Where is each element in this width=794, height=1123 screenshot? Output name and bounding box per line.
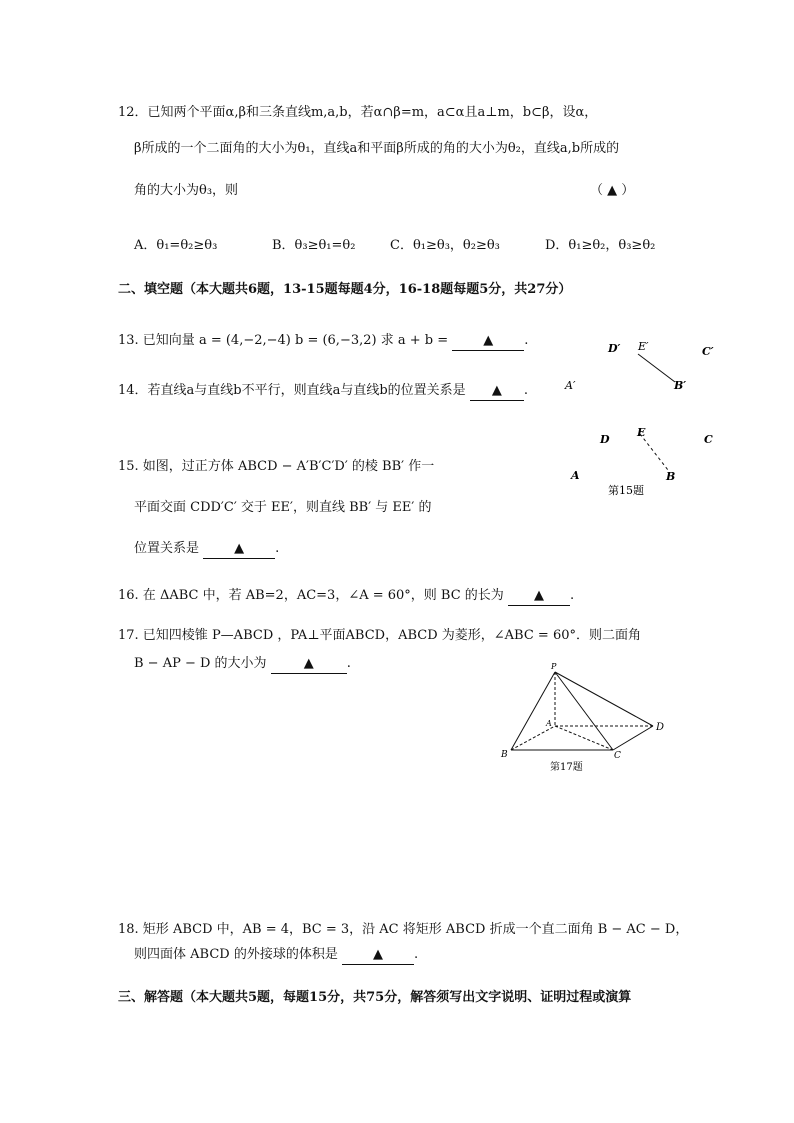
q17-line2-text: B − AP − D 的大小为 xyxy=(134,656,267,671)
section2-title: 二、填空题（本大题共6题，13-15题每题4分，16-18题每题5分，共27分） xyxy=(118,282,572,297)
q15-line1: 15. 如图，过正方体 ABCD − A′B′C′D′ 的棱 BB′ 作一 xyxy=(118,459,435,474)
q15-label-c: C xyxy=(704,433,713,446)
q17-edge-pb xyxy=(511,672,555,750)
q15-label-e: E xyxy=(637,426,646,439)
q12-line3: 角的大小为θ₃，则 xyxy=(134,183,239,198)
q16: 16. 在 ΔABC 中，若 AB=2，AC=3，∠A = 60°，则 BC 的长为 ▲ . xyxy=(118,587,574,606)
q12-option-b: B．θ₃≥θ₁=θ₂ xyxy=(272,238,356,253)
q17-blank: ▲ xyxy=(271,655,347,674)
q12-option-d: D．θ₁≥θ₂，θ₃≥θ₂ xyxy=(545,238,656,253)
q17-label-d: D xyxy=(656,722,665,733)
q12-option-c: C．θ₁≥θ₃，θ₂≥θ₃ xyxy=(390,238,500,253)
q17-label-p: P xyxy=(551,662,557,671)
q17-caption: 第17题 xyxy=(550,762,583,773)
q15-label-a-prime: A′ xyxy=(565,379,576,392)
q14: 14．若直线a与直线b不平行，则直线a与直线b的位置关系是 ▲ . xyxy=(118,382,528,401)
q15-label-d: D xyxy=(600,433,610,446)
q13: 13. 已知向量 a = (4,−2,−4) b = (6,−3,2) 求 a + b = ▲ . xyxy=(118,332,528,351)
q17-label-b: B xyxy=(501,750,508,760)
q12-answer-mark: （ ▲ ） xyxy=(590,183,635,198)
q15-line3-text: 位置关系是 xyxy=(134,541,200,556)
q15-label-a: A xyxy=(571,469,580,482)
q15-line2: 平面交面 CDD′C′ 交于 EE′，则直线 BB′ 与 EE′ 的 xyxy=(134,500,432,515)
q15-line3: 位置关系是 ▲ . xyxy=(134,540,279,559)
q17-label-a: A xyxy=(546,719,552,728)
q15-label-b: B xyxy=(666,470,676,483)
q15-label-e-prime: E′ xyxy=(638,340,649,353)
q16-blank: ▲ xyxy=(508,587,570,606)
q18-line2-text: 则四面体 ABCD 的外接球的体积是 xyxy=(134,947,338,962)
q15-label-d-prime: D′ xyxy=(608,342,621,355)
q15-label-c-prime: C′ xyxy=(702,345,714,358)
q17-figure xyxy=(495,660,685,775)
q12-option-a: A．θ₁=θ₂≥θ₃ xyxy=(134,238,218,253)
q16-text: 16. 在 ΔABC 中，若 AB=2，AC=3，∠A = 60°，则 BC 的长为 xyxy=(118,588,504,603)
q17-edge-pd xyxy=(555,672,653,726)
q15-label-b-prime: B′ xyxy=(674,379,687,392)
q15-figure xyxy=(560,330,730,505)
q18-blank: ▲ xyxy=(342,946,414,965)
q15-blank: ▲ xyxy=(203,540,275,559)
q14-blank: ▲ xyxy=(470,382,524,401)
q12-line2: β所成的一个二面角的大小为θ₁，直线a和平面β所成的角的大小为θ₂，直线a,b所成的 xyxy=(134,141,620,156)
q14-text: 14．若直线a与直线b不平行，则直线a与直线b的位置关系是 xyxy=(118,383,466,398)
q18-line2: 则四面体 ABCD 的外接球的体积是 ▲ . xyxy=(134,946,418,965)
q15-caption: 第15题 xyxy=(608,484,644,497)
q13-text: 13. 已知向量 a = (4,−2,−4) b = (6,−3,2) 求 a + b = xyxy=(118,333,449,348)
section3-title: 三、解答题（本大题共5题，每题15分，共75分，解答须写出文字说明、证明过程或演算 xyxy=(118,990,632,1005)
q17-label-c: C xyxy=(614,751,621,761)
q17-edge-cd xyxy=(613,726,653,750)
q17-line2: B − AP − D 的大小为 ▲ . xyxy=(134,655,351,674)
q17-line1: 17. 已知四棱锥 P—ABCD ，PA⊥平面ABCD，ABCD 为菱形，∠ABC = 60°．则二面角 xyxy=(118,628,641,643)
q18-line1: 18. 矩形 ABCD 中，AB = 4，BC = 3，沿 AC 将矩形 ABCD 折成一个直二面角 B − AC − D， xyxy=(118,922,689,937)
q15-edge-e-prime-b-prime xyxy=(638,354,675,382)
q12-line1: 12．已知两个平面α,β和三条直线m,a,b，若α∩β=m，a⊂α且a⊥m，b⊂β，设α， xyxy=(118,105,598,120)
q15-edge-e-b xyxy=(640,434,668,470)
q13-blank: ▲ xyxy=(452,332,524,351)
